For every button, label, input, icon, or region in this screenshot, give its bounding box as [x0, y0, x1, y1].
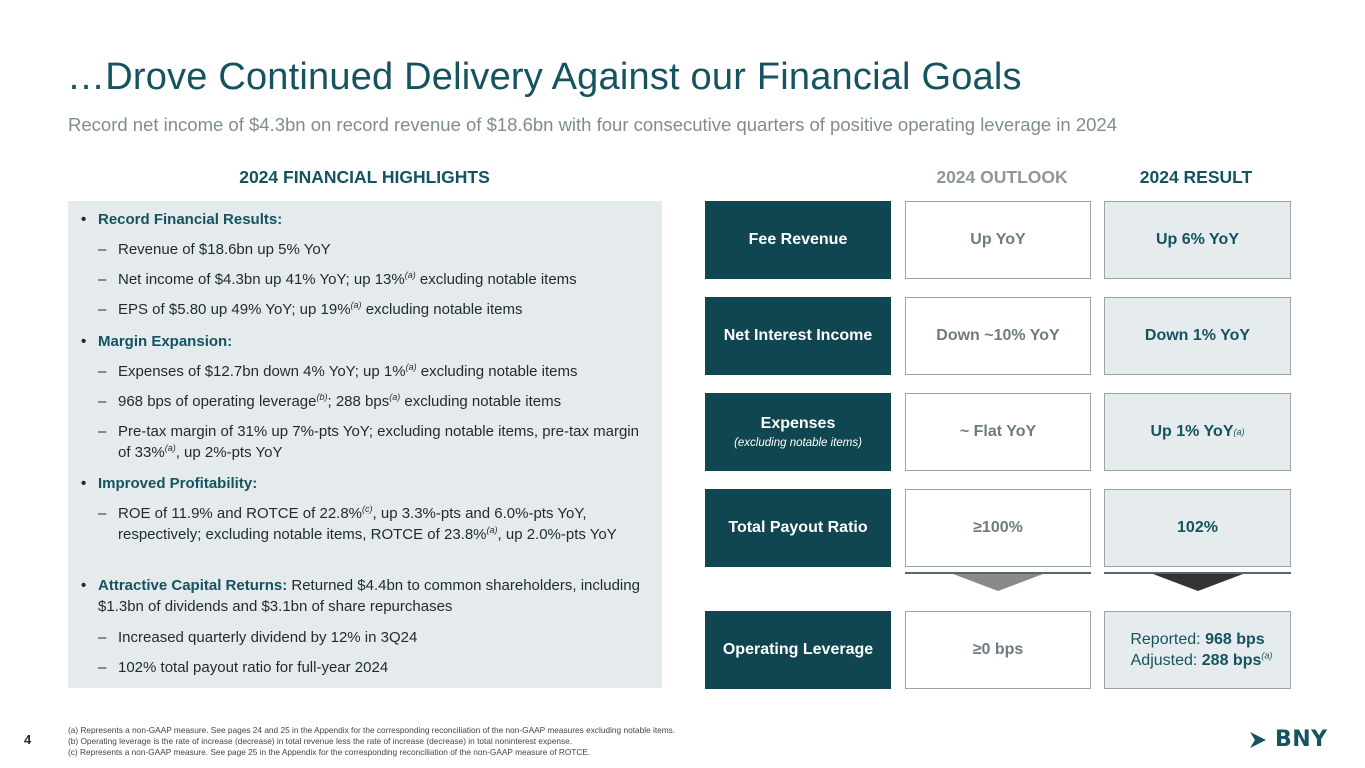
result-adjusted: Adjusted: 288 bps$^{(a)}$: [1130, 650, 1273, 669]
page-subtitle: Record net income of $4.3bn on record revenue of $18.6bn with four consecutive quarters of positive operating leverage in 2024: [68, 114, 1117, 135]
highlight-item-payout-ratio: – 102% total payout ratio for full-year 2024: [98, 659, 389, 676]
highlight-bullet-profitability: • Improved Profitability:: [81, 475, 258, 492]
outlook-operating-leverage: ≥0 bps: [905, 611, 1091, 689]
metric-label-expenses: Expenses (excluding notable items): [705, 393, 891, 471]
metric-sublabel-expenses: (excluding notable items): [734, 437, 862, 449]
highlights-heading: 2024 FINANCIAL HIGHLIGHTS: [239, 167, 490, 187]
result-fee-revenue: Up 6% YoY: [1104, 201, 1291, 279]
bny-chevron-icon: [1250, 731, 1272, 749]
bullet-dot-icon: •: [81, 577, 87, 594]
outlook-total-payout-ratio: ≥100%: [905, 489, 1091, 567]
result-heading: 2024 RESULT: [1139, 167, 1253, 187]
outlook-expenses: ~ Flat YoY: [905, 393, 1091, 471]
metric-label-operating-leverage: Operating Leverage: [705, 611, 891, 689]
highlight-bullet-capital-returns: • Attractive Capital Returns: Returned $4.4bn to common shareholders, including $1.3bn of dividends and $3.1bn of share repurchases: [81, 577, 640, 615]
outlook-net-interest-income: Down ~10% YoY: [905, 297, 1091, 375]
page-number: 4: [24, 732, 32, 747]
result-total-payout-ratio: 102%: [1104, 489, 1291, 567]
highlight-item-dividend: – Increased quarterly dividend by 12% in 3Q24: [98, 629, 418, 646]
result-reported: Reported: 968 bps: [1130, 631, 1265, 648]
bullet-dot-icon: •: [81, 211, 87, 228]
metric-label-total-payout-ratio: Total Payout Ratio: [705, 489, 891, 567]
result-net-interest-income: Down 1% YoY: [1104, 297, 1291, 375]
highlight-item-pretax-margin: – Pre-tax margin of 31% up 7%-pts YoY; excluding notable items, pre-tax margin of 33%$^{(a)}$, up 2%-pts YoY: [98, 423, 639, 461]
bny-logo-text: BNY: [1275, 727, 1328, 752]
footnote-c: (c) Represents a non-GAAP measure. See page 25 in the Appendix for the corresponding reconciliation of the non-GAAP measure of ROTCE.: [68, 747, 591, 757]
outlook-fee-revenue: Up YoY: [905, 201, 1091, 279]
highlights-panel: [68, 201, 662, 688]
page-title: …Drove Continued Delivery Against our Financial Goals: [67, 56, 1022, 98]
metric-label-fee-revenue: Fee Revenue: [705, 201, 891, 279]
footnote-b: (b) Operating leverage is the rate of increase (decrease) in total revenue less the rate of increase (decrease) in total noninterest expense.: [68, 736, 573, 746]
result-operating-leverage: [1104, 611, 1291, 689]
outlook-heading: 2024 OUTLOOK: [936, 167, 1068, 187]
footnotes: [68, 725, 675, 758]
highlight-item-operating-leverage: – 968 bps of operating leverage$^{(b)}$; 288 bps$^{(a)}$ excluding notable items: [98, 392, 562, 410]
highlight-item-roe-rotce: – ROE of 11.9% and ROTCE of 22.8%$^{(c)}$, up 3.3%-pts and 6.0%-pts YoY, respectively; excluding notable items, ROTCE of 23.8%$^{(a)}$, up 2.0%-pts YoY: [98, 504, 617, 543]
highlight-bullet-margin-expansion: • Margin Expansion:: [81, 333, 233, 350]
result-down-arrow-icon: [1153, 574, 1243, 591]
bullet-dot-icon: •: [81, 475, 87, 492]
highlight-item-eps: – EPS of $5.80 up 49% YoY; up 19%$^{(a)}$ excluding notable items: [98, 300, 523, 318]
highlight-bullet-record-results: • Record Financial Results:: [81, 211, 283, 228]
bny-logo: [1250, 727, 1328, 752]
outlook-down-arrow-icon: [953, 574, 1043, 591]
highlight-item-net-income: – Net income of $4.3bn up 41% YoY; up 13%$^{(a)}$ excluding notable items: [98, 270, 577, 288]
bullet-dot-icon: •: [81, 333, 87, 350]
highlight-item-expenses: – Expenses of $12.7bn down 4% YoY; up 1%$^{(a)}$ excluding notable items: [98, 362, 578, 380]
result-expenses: Up 1% YoY (a): [1104, 393, 1291, 471]
highlight-item-revenue: – Revenue of $18.6bn up 5% YoY: [98, 241, 331, 258]
metric-label-net-interest-income: Net Interest Income: [705, 297, 891, 375]
footnote-a: (a) Represents a non-GAAP measure. See pages 24 and 25 in the Appendix for the corresponding reconciliation of the non-GAAP measures excluding notable items.: [68, 725, 676, 735]
